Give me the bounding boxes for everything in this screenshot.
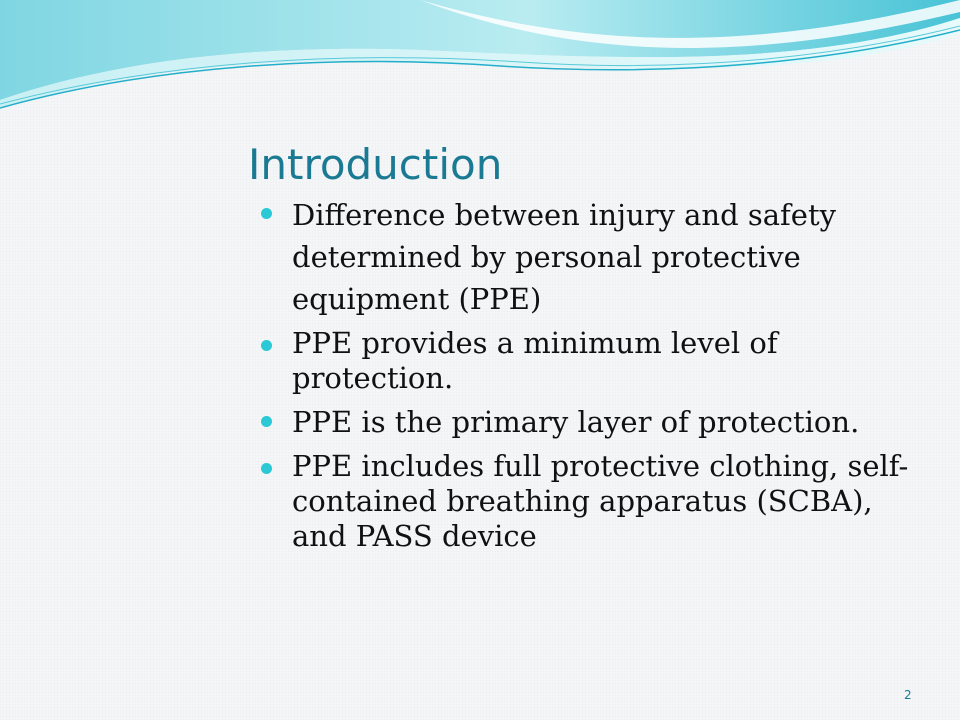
bullet-item (256, 326, 928, 396)
bullet-text: PPE includes full protective clothing, self-contained breathing apparatus (SCBA), and PASS device (292, 449, 909, 553)
bullet-item (256, 194, 928, 320)
bullet-dot-icon (261, 340, 272, 351)
bullet-text: Difference between injury and safety determined by personal protective equipment (PPE) (292, 198, 836, 316)
bullet-item (256, 449, 928, 554)
header-wave-decoration (0, 0, 960, 120)
bullet-dot-icon (261, 463, 272, 474)
bullet-dot-icon (261, 416, 272, 427)
bullet-dot-icon (261, 208, 272, 219)
bullet-text: PPE is the primary layer of protection. (292, 405, 860, 439)
bullet-text: PPE provides a minimum level of protection. (292, 326, 778, 395)
slide-number: 2 (904, 688, 912, 702)
bullet-item (256, 402, 928, 443)
bullet-list (256, 194, 928, 560)
slide-title: Introduction (248, 140, 503, 189)
